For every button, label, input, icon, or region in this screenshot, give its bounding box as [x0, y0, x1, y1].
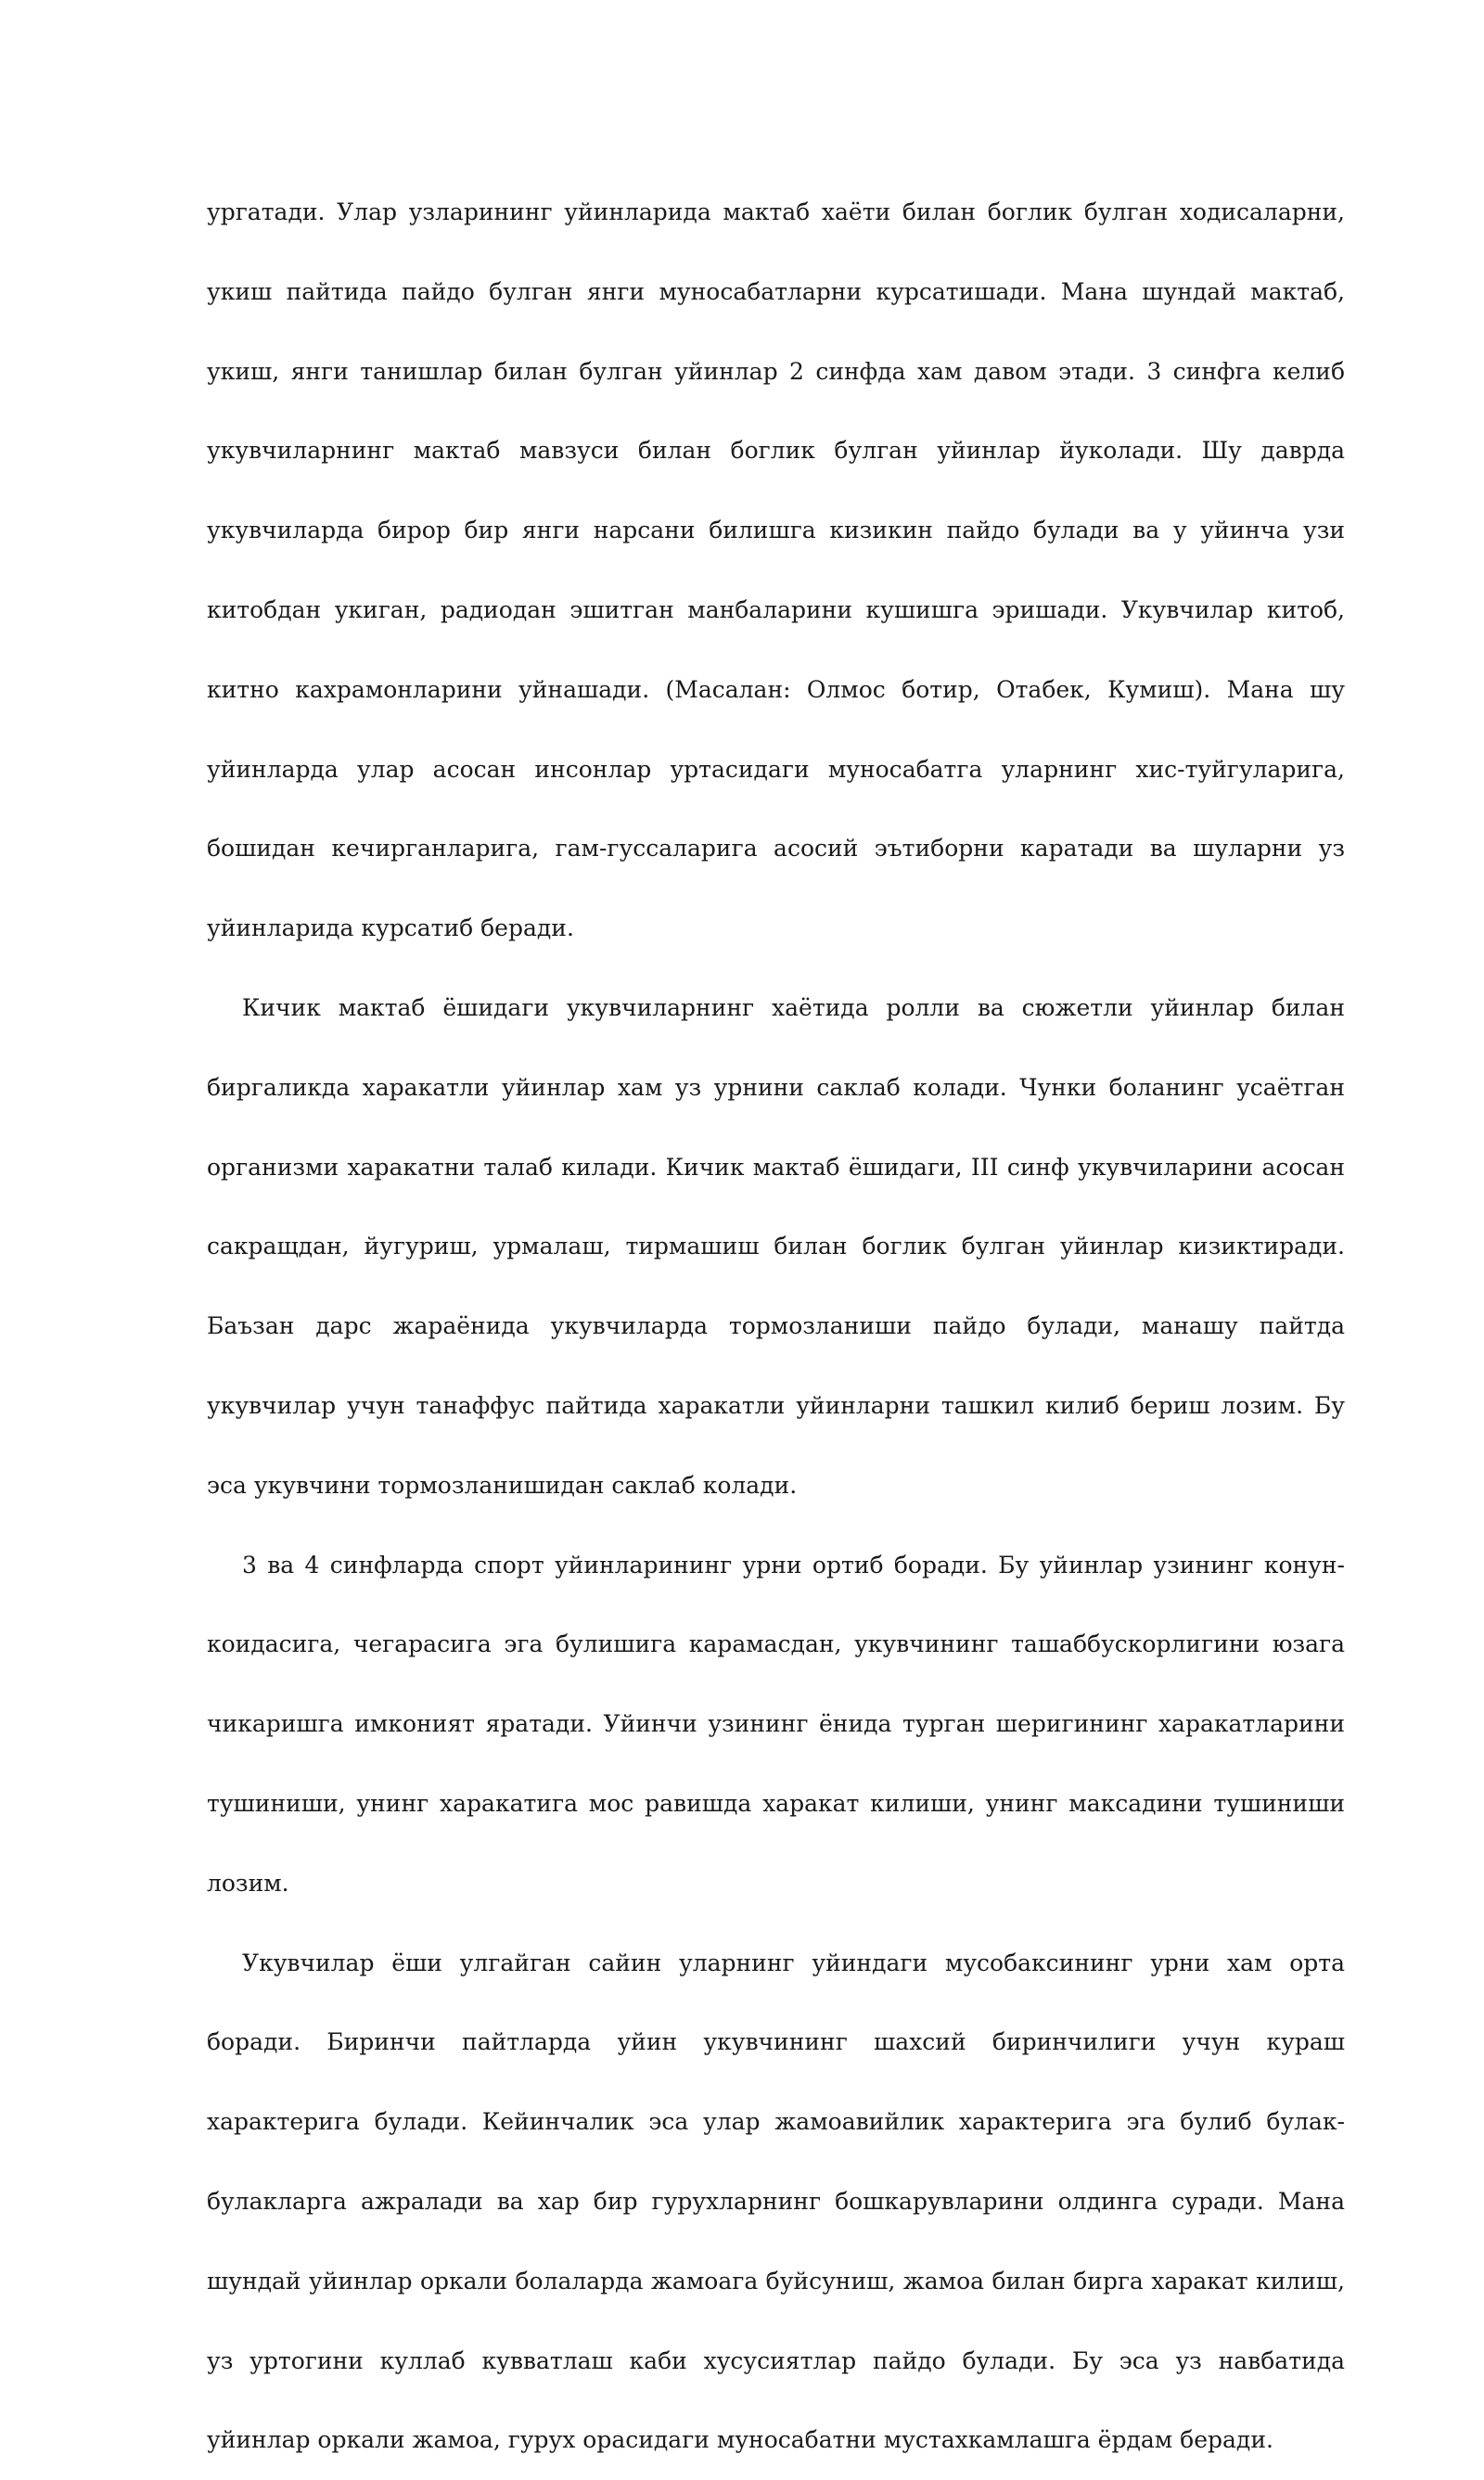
body-text — [207, 173, 1345, 2480]
paragraph-4: Укувчилар ёши улгайган сайин уларнинг уйиндаги мусобаксининг урни хам орта боради. Биринчи пайтларда уйин укувчининг шахсий биринчилиги учун кураш характерига булади. Кейинчалик эса улар жамоавийлик характерига эга булиб булак-булакларга ажралади ва хар бир гурухларнинг бошкарувларини олдинга суради. Мана шундай уйинлар оркали болаларда жамоага буйсуниш, жамоа билан бирга харакат килиш, уз уртогини куллаб кувватлаш каби хусусиятлар пайдо булади. Бу эса уз навбатида уйинлар оркали жамоа, гурух орасидаги муносабатни мустахкамлашга ёрдам беради. — [207, 1949, 1345, 2454]
paragraph-2: Кичик мактаб ёшидаги укувчиларнинг хаётида ролли ва сюжетли уйинлар билан биргаликда харакатли уйинлар хам уз урнини саклаб колади. Чунки боланинг усаётган организми харакатни талаб килади. Кичик мактаб ёшидаги, III синф укувчиларини асосан сакращдан, йугуриш, урмалаш, тирмашиш билан боглик булган уйинлар кизиктиради. Баъзан дарс жараёнида укувчиларда тормозланиши пайдо булади, манашу пайтда укувчилар учун танаффус пайтида харакатли уйинларни ташкил килиб бериш лозим. Бу эса укувчини тормозланишидан саклаб колади. — [207, 993, 1345, 1499]
paragraph-1: ургатади. Улар узларининг уйинларида мактаб хаёти билан боглик булган ходисаларни, укиш пайтида пайдо булган янги муносабатларни курсатишади. Мана шундай мактаб, укиш, янги танишлар билан булган уйинлар 2 синфда хам давом этади. 3 синфга келиб укувчиларнинг мактаб мавзуси билан боглик булган уйинлар йуколади. Шу даврда укувчиларда бирор бир янги нарсани билишга кизикин пайдо булади ва у уйинча узи китобдан укиган, радиодан эшитган манбаларини кушишга эришади. Укувчилар китоб, китно кахрамонларини уйнашади. (Масалан: Олмос ботир, Отабек, Кумиш). Мана шу уйинларда улар асосан инсонлар уртасидаги муносабатга уларнинг хис-туйгуларига, бошидан кечирганларига, гам-гуссаларига асосий эътиборни каратади ва шуларни уз уйинларида курсатиб беради. — [207, 198, 1345, 942]
paragraph-3: 3 ва 4 синфларда спорт уйинларининг урни ортиб боради. Бу уйинлар узининг конун-коидасига, чегарасига эга булишига карамасдан, укувчининг ташаббускорлигини юзага чикаришга имконият яратади. Уйинчи узининг ёнида турган шеригининг харакатларини тушиниши, унинг харакатига мос равишда харакат килиши, унинг максадини тушиниши лозим. — [207, 1551, 1345, 1897]
